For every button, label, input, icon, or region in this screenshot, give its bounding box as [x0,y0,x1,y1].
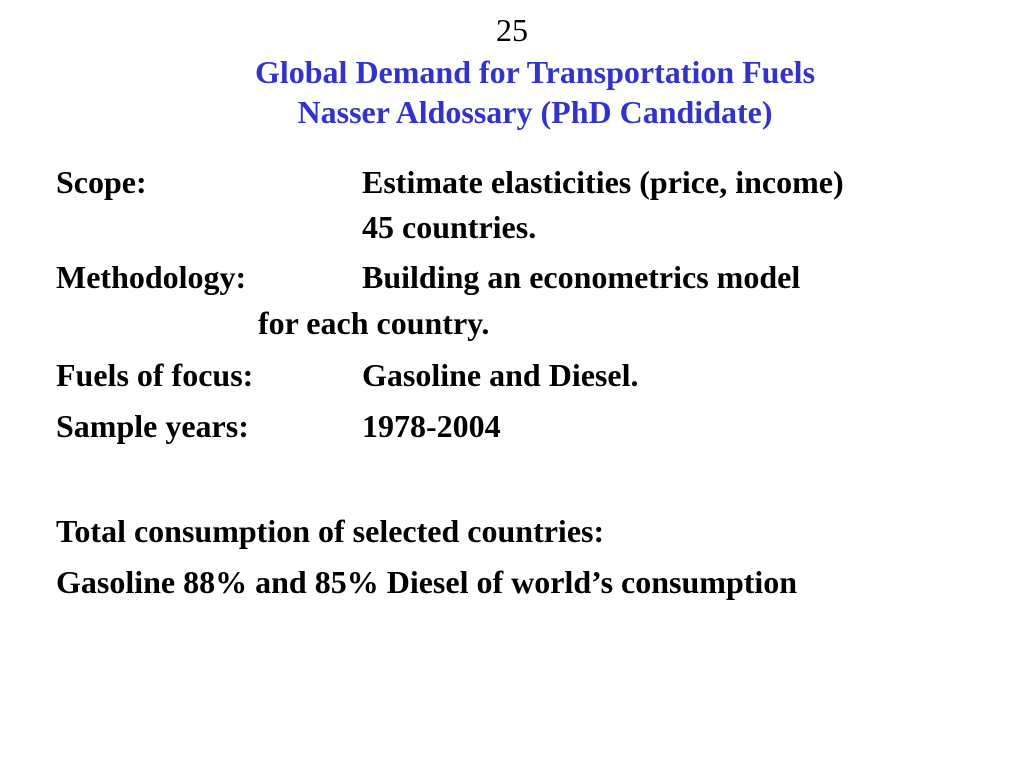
scope-value: Estimate elasticities (price, income) [362,164,844,200]
summary-line-2: Gasoline 88% and 85% Diesel of world’s consumption [56,564,798,600]
title-line-2: Nasser Aldossary (PhD Candidate) [297,94,773,130]
sample-years-label: Sample years: [56,408,249,444]
methodology-continuation: for each country. [258,305,490,341]
scope-label: Scope: [56,164,147,200]
scope-row [56,164,1016,200]
fuels-row [56,357,1016,393]
methodology-label: Methodology: [56,259,247,295]
scope-continuation: 45 countries. [362,209,537,245]
fuels-value: Gasoline and Diesel. [362,357,639,393]
slide-title [0,52,1024,132]
methodology-row [56,259,1016,295]
slide-number: 25 [496,12,528,48]
sample-years-value: 1978-2004 [362,408,501,444]
summary-line-1: Total consumption of selected countries: [56,513,605,549]
fuels-label: Fuels of focus: [56,357,254,393]
sample-years-row [56,408,1016,444]
title-line-1: Global Demand for Transportation Fuels [254,54,816,90]
methodology-value: Building an econometrics model [362,259,801,295]
